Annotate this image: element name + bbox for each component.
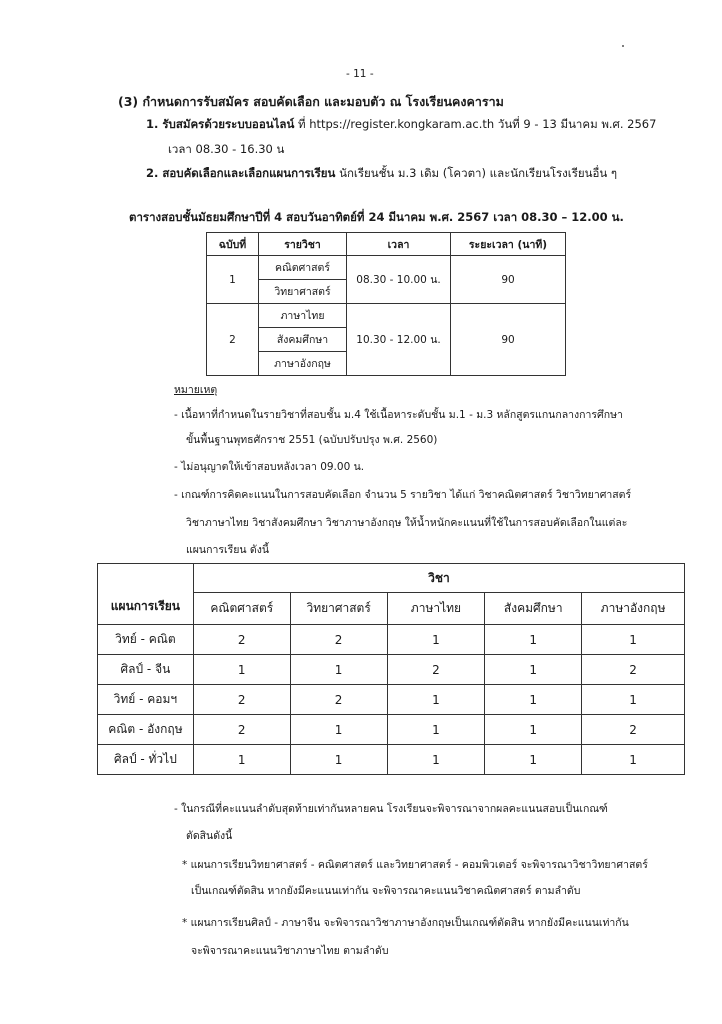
exam-subject: ภาษาอังกฤษ [259, 352, 347, 376]
table-row [98, 655, 685, 685]
exam-time: 08.30 - 10.00 น. [347, 256, 451, 304]
weight-cell: 1 [485, 655, 582, 685]
exam-duration: 90 [451, 304, 566, 376]
weight-cell: 1 [485, 715, 582, 745]
exam-subject: ภาษาไทย [259, 304, 347, 328]
note-2: - ไม่อนุญาตให้เข้าสอบหลังเวลา 09.00 น. [174, 461, 365, 473]
weight-cell: 2 [193, 715, 290, 745]
exam-subject: คณิตศาสตร์ [259, 256, 347, 280]
subject-header: วิชา [193, 564, 684, 593]
subject-column-header: ภาษาอังกฤษ [582, 593, 685, 625]
tie-break-line-1: - ในกรณีที่คะแนนลำดับสุดท้ายเท่ากันหลายคน โรงเรียนจะพิจารณาจากผลคะแนนสอบเป็นเกณฑ์ [174, 803, 608, 815]
table-row [98, 715, 685, 745]
item-1-text: ที่ https://register.kongkaram.ac.th วันที่ 9 - 13 มีนาคม พ.ศ. 2567 [294, 117, 657, 131]
weight-cell: 1 [290, 745, 387, 775]
plan-name: วิทย์ - คอมฯ [98, 685, 194, 715]
plan-header: แผนการเรียน [98, 564, 194, 625]
item-2-text: นักเรียนชั้น ม.3 เดิม (โควตา) และนักเรียนโรงเรียนอื่น ๆ [335, 166, 618, 180]
weight-cell: 2 [387, 655, 485, 685]
table-row [98, 745, 685, 775]
note-3-line-2: วิชาภาษาไทย วิชาสังคมศึกษา วิชาภาษาอังกฤษ ให้น้ำหนักคะแนนที่ใช้ในการสอบคัดเลือกในแต่ละ [186, 517, 628, 529]
exam-table-header-row [207, 233, 566, 256]
weight-cell: 1 [387, 625, 485, 655]
weight-cell: 1 [485, 685, 582, 715]
item-2-line [146, 165, 617, 183]
weight-cell: 1 [193, 745, 290, 775]
weight-cell: 2 [290, 685, 387, 715]
weight-cell: 1 [290, 655, 387, 685]
tie-break-rule-2-line-1: * แผนการเรียนศิลป์ - ภาษาจีน จะพิจารณาวิชาภาษาอังกฤษเป็นเกณฑ์ตัดสิน หากยังมีคะแนนเท่ากัน [182, 917, 629, 929]
exam-schedule-table [206, 232, 566, 376]
weight-cell: 1 [193, 655, 290, 685]
weight-cell: 2 [193, 685, 290, 715]
exam-table-row [207, 256, 566, 280]
tie-break-line-2: ตัดสินดังนี้ [186, 830, 233, 842]
weight-cell: 1 [582, 685, 685, 715]
weight-cell: 1 [582, 745, 685, 775]
note-1-line-2: ขั้นพื้นฐานพุทธศักราช 2551 (ฉบับปรับปรุง พ.ศ. 2560) [186, 434, 438, 446]
exam-schedule-title: ตารางสอบชั้นมัธยมศึกษาปีที่ 4 สอบวันอาทิตย์ที่ 24 มีนาคม พ.ศ. 2567 เวลา 08.30 – 12.00 น. [129, 210, 624, 224]
weight-table-header-row [98, 564, 685, 593]
table-row [98, 685, 685, 715]
plan-name: ศิลป์ - ทั่วไป [98, 745, 194, 775]
notes-heading: หมายเหตุ [174, 384, 218, 396]
tie-break-rule-2-line-2: จะพิจารณาคะแนนวิชาภาษาไทย ตามลำดับ [191, 945, 389, 957]
page-number: - 11 - [346, 68, 374, 80]
weight-cell: 1 [485, 745, 582, 775]
tie-break-rule-1-line-2: เป็นเกณฑ์ตัดสิน หากยังมีคะแนนเท่ากัน จะพิจารณาคะแนนวิชาคณิตศาสตร์ ตามลำดับ [191, 885, 581, 897]
weight-cell: 1 [387, 685, 485, 715]
weight-cell: 1 [387, 715, 485, 745]
exam-duration: 90 [451, 256, 566, 304]
exam-col-duration: ระยะเวลา (นาที) [451, 233, 566, 256]
tie-break-rule-1-line-1: * แผนการเรียนวิทยาศาสตร์ - คณิตศาสตร์ และวิทยาศาสตร์ - คอมพิวเตอร์ จะพิจารณาวิชาวิทยาศาสตร์ [182, 859, 648, 871]
weight-cell: 2 [193, 625, 290, 655]
item-2-label: 2. สอบคัดเลือกและเลือกแผนการเรียน [146, 166, 336, 180]
subject-column-header: คณิตศาสตร์ [193, 593, 290, 625]
exam-time: 10.30 - 12.00 น. [347, 304, 451, 376]
weight-cell: 1 [387, 745, 485, 775]
section-heading: (3) กำหนดการรับสมัคร สอบคัดเลือก และมอบตัว ณ โรงเรียนคงคาราม [118, 94, 504, 109]
plan-name: ศิลป์ - จีน [98, 655, 194, 685]
item-1-label: 1. รับสมัครด้วยระบบออนไลน์ [146, 117, 295, 131]
weight-cell: 2 [290, 625, 387, 655]
exam-table-row [207, 304, 566, 328]
weight-cell: 1 [582, 625, 685, 655]
exam-paper-number: 1 [207, 256, 259, 304]
subject-column-header: สังคมศึกษา [485, 593, 582, 625]
score-weight-table [97, 563, 685, 775]
subject-column-header: วิทยาศาสตร์ [290, 593, 387, 625]
note-3-line-1: - เกณฑ์การคิดคะแนนในการสอบคัดเลือก จำนวน 5 รายวิชา ได้แก่ วิชาคณิตศาสตร์ วิชาวิทยาศาสตร์ [174, 489, 632, 501]
weight-cell: 2 [582, 655, 685, 685]
table-row [98, 625, 685, 655]
item-1-line-2: เวลา 08.30 - 16.30 น [168, 142, 285, 156]
plan-name: วิทย์ - คณิต [98, 625, 194, 655]
exam-subject: วิทยาศาสตร์ [259, 280, 347, 304]
exam-col-time: เวลา [347, 233, 451, 256]
weight-cell: 2 [582, 715, 685, 745]
plan-name: คณิต - อังกฤษ [98, 715, 194, 745]
scan-speck [622, 45, 624, 47]
exam-subject: สังคมศึกษา [259, 328, 347, 352]
weight-cell: 1 [290, 715, 387, 745]
exam-paper-number: 2 [207, 304, 259, 376]
note-1-line-1: - เนื้อหาที่กำหนดในรายวิชาที่สอบชั้น ม.4 ใช้เนื้อหาระดับชั้น ม.1 - ม.3 หลักสูตรแกนกลางการศึกษา [174, 409, 623, 421]
note-3-line-3: แผนการเรียน ดังนี้ [186, 544, 270, 556]
subject-column-header: ภาษาไทย [387, 593, 485, 625]
exam-col-number: ฉบับที่ [207, 233, 259, 256]
exam-col-subject: รายวิชา [259, 233, 347, 256]
item-1-line-1 [146, 116, 656, 134]
weight-cell: 1 [485, 625, 582, 655]
